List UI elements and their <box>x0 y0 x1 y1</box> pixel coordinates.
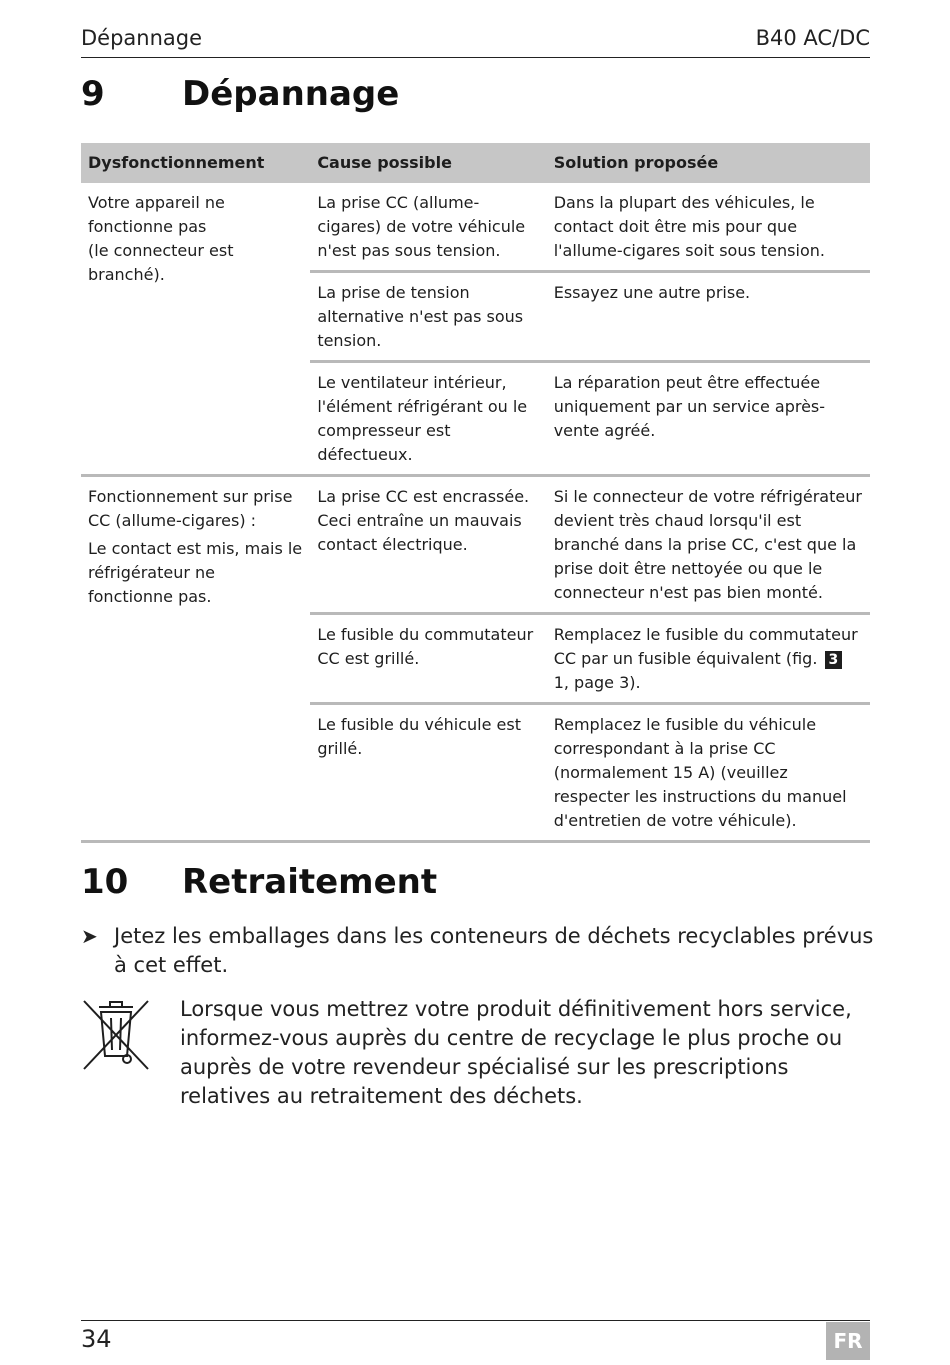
solution-cell: Si le connecteur de votre réfrigérateur devient très chaud lorsqu'il est branché dans la prise CC, c'est que la prise doit être nettoyée ou que le connecteur n'est pas bien monté. <box>547 476 870 614</box>
cause-cell: Le fusible du véhicule est grillé. <box>310 704 546 842</box>
table-header-row <box>81 143 870 183</box>
solution-text-end: 1, page 3). <box>553 673 641 692</box>
solution-cell: La réparation peut être effectuée uniquement par un service après-vente agréé. <box>547 362 870 476</box>
cause-cell: Le ventilateur intérieur, l'élément réfrigérant ou le compresseur est défectueux. <box>310 362 546 476</box>
figure-reference-badge: 3 <box>825 651 843 669</box>
section-number: 9 <box>81 74 105 114</box>
troubleshooting-table <box>81 143 870 843</box>
section-title: Dépannage <box>182 74 400 114</box>
page-header <box>81 22 870 58</box>
dysfunction-text: Votre appareil ne fonctionne pas <box>88 193 225 236</box>
header-cause: Cause possible <box>310 143 546 183</box>
cause-cell: La prise CC est encrassée. Ceci entraîne un mauvais contact électrique. <box>310 476 546 614</box>
solution-cell <box>547 614 870 704</box>
arrow-bullet-icon: ➤ <box>81 924 98 948</box>
solution-text: Remplacez le fusible du commutateur CC par un fusible équivalent (fig. <box>553 625 858 668</box>
header-dysfunction: Dysfonctionnement <box>81 143 310 183</box>
table-row <box>81 476 870 614</box>
recycling-notice: Lorsque vous mettrez votre produit définitivement hors service, informez-vous auprès du centre de recyclage le plus proche ou auprès de votre revendeur spécialisé sur les prescriptions relatives au retraitement des déchets. <box>180 997 852 1108</box>
dysfunction-text: Fonctionnement sur prise CC (allume-cigares) : <box>88 487 293 530</box>
dysfunction-cell <box>81 183 310 476</box>
dysfunction-cell <box>81 476 310 842</box>
running-header-model: B40 AC/DC <box>755 26 870 50</box>
instruction-text: Jetez les emballages dans les conteneurs de déchets recyclables prévus à cet effet. <box>114 924 874 977</box>
cause-cell: La prise de tension alternative n'est pas sous tension. <box>310 272 546 362</box>
section-title: Retraitement <box>182 862 438 902</box>
solution-cell: Remplacez le fusible du véhicule correspondant à la prise CC (normalement 15 A) (veuillez respecter les instructions du manuel d'entretien de votre véhicule). <box>547 704 870 842</box>
cause-cell: Le fusible du commutateur CC est grillé. <box>310 614 546 704</box>
footer-divider <box>81 1320 870 1321</box>
table-row <box>81 183 870 272</box>
crossed-out-bin-icon <box>81 998 151 1072</box>
language-badge: FR <box>826 1322 870 1360</box>
solution-cell: Essayez une autre prise. <box>547 272 870 362</box>
solution-cell: Dans la plupart des véhicules, le contact doit être mis pour que l'allume-cigares soit sous tension. <box>547 183 870 272</box>
header-solution: Solution proposée <box>547 143 870 183</box>
page-number: 34 <box>81 1325 112 1353</box>
cause-cell: La prise CC (allume-cigares) de votre véhicule n'est pas sous tension. <box>310 183 546 272</box>
dysfunction-note: Le contact est mis, mais le réfrigérateur ne fonctionne pas. <box>88 539 303 606</box>
dysfunction-note: (le connecteur est branché). <box>88 241 234 284</box>
section-number: 10 <box>81 862 129 902</box>
running-header-title: Dépannage <box>81 26 203 50</box>
